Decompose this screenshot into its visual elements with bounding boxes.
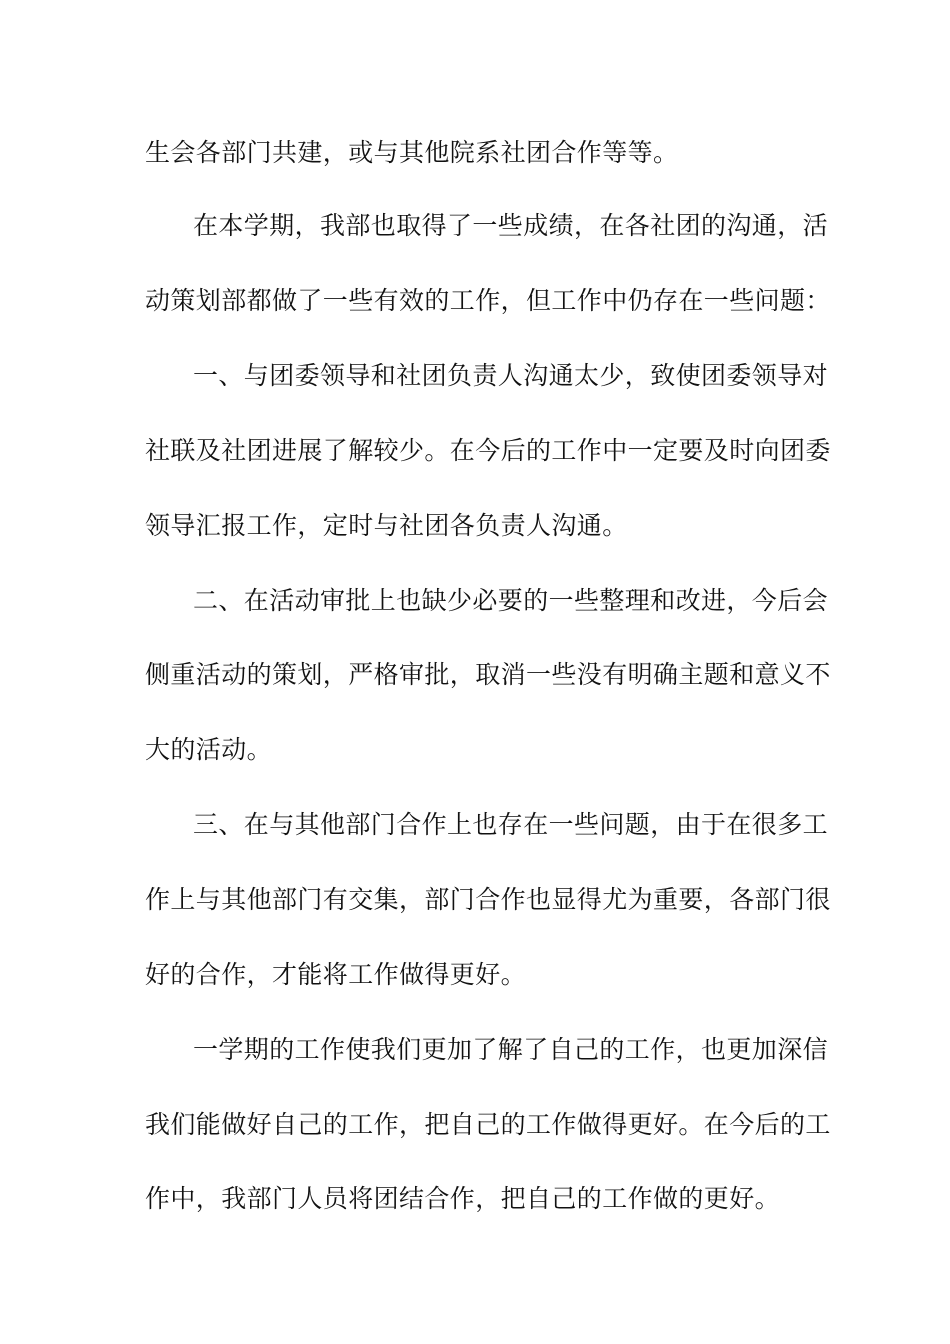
text-line: 社联及社团进展了解较少。在今后的工作中一定要及时向团委	[145, 436, 831, 465]
text-line: 三、在与其他部门合作上也存在一些问题，由于在很多工	[193, 810, 829, 839]
text-line: 领导汇报工作，定时与社团各负责人沟通。	[145, 511, 628, 540]
text-line: 作上与其他部门有交集，部门合作也显得尤为重要，各部门很	[145, 885, 831, 914]
text-line: 一、与团委领导和社团负责人沟通太少，致使团委领导对	[193, 361, 829, 390]
text-line: 一学期的工作使我们更加了解了自己的工作，也更加深信	[193, 1035, 829, 1064]
text-line: 我们能做好自己的工作，把自己的工作做得更好。在今后的工	[145, 1110, 831, 1139]
text-line: 在本学期，我部也取得了一些成绩，在各社团的沟通，活	[193, 211, 829, 240]
text-line: 动策划部都做了一些有效的工作，但工作中仍存在一些问题：	[145, 286, 831, 315]
text-line: 好的合作，才能将工作做得更好。	[145, 960, 527, 989]
text-line: 作中，我部门人员将团结合作，把自己的工作做的更好。	[145, 1184, 781, 1213]
text-line: 侧重活动的策划，严格审批，取消一些没有明确主题和意义不	[145, 660, 831, 689]
text-line: 二、在活动审批上也缺少必要的一些整理和改进，今后会	[193, 586, 829, 615]
text-line: 生会各部门共建，或与其他院系社团合作等等。	[145, 138, 679, 167]
text-line: 大的活动。	[145, 735, 273, 764]
